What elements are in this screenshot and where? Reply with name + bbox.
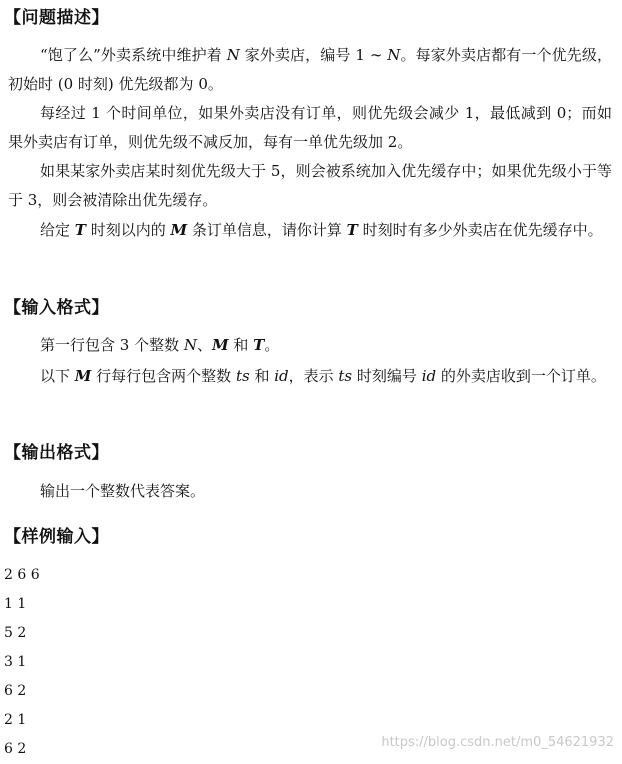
input-format-heading: 【输入格式】 bbox=[4, 298, 109, 318]
sample-input-line: 2 6 6 bbox=[4, 567, 40, 583]
sample-input-heading: 【样例输入】 bbox=[4, 527, 109, 547]
watermark: https://blog.csdn.net/m0_54621932 bbox=[381, 735, 614, 750]
output-paragraph-1: 输出一个整数代表答案。 bbox=[40, 482, 206, 500]
sample-input-block bbox=[4, 561, 40, 764]
sample-input-line: 2 1 bbox=[4, 712, 27, 728]
problem-paragraph-3: 如果某家外卖店某时刻优先级大于 5，则会被系统加入优先缓存中；如果优先级小于等于 3，则会被清除出优先缓存。 bbox=[8, 162, 612, 209]
sample-input-line: 6 2 bbox=[4, 683, 27, 699]
input-paragraph-1: 第一行包含 3 个整数 N、M 和 T。 bbox=[40, 336, 280, 354]
problem-paragraph-1: “饱了么”外卖系统中维护着 N 家外卖店，编号 1 ∼ N。每家外卖店都有一个优先级，初始时 (0 时刻) 优先级都为 0。 bbox=[8, 46, 612, 93]
sample-input-line: 3 1 bbox=[4, 654, 27, 670]
input-paragraph-2: 以下 M 行每行包含两个整数 ts 和 id，表示 ts 时刻编号 id 的外卖店收到一个订单。 bbox=[40, 367, 606, 385]
sample-input-line: 6 2 bbox=[4, 741, 27, 757]
problem-heading: 【问题描述】 bbox=[4, 8, 109, 28]
output-format-heading: 【输出格式】 bbox=[4, 443, 109, 463]
sample-input-line: 5 2 bbox=[4, 625, 27, 641]
problem-paragraph-2: 每经过 1 个时间单位，如果外卖店没有订单，则优先级会减少 1，最低减到 0；而如果外卖店有订单，则优先级不减反加，每有一单优先级加 2。 bbox=[8, 104, 612, 151]
problem-paragraph-4: 给定 T 时刻以内的 M 条订单信息，请你计算 T 时刻时有多少外卖店在优先缓存中。 bbox=[40, 221, 603, 239]
sample-input-line: 1 1 bbox=[4, 596, 27, 612]
